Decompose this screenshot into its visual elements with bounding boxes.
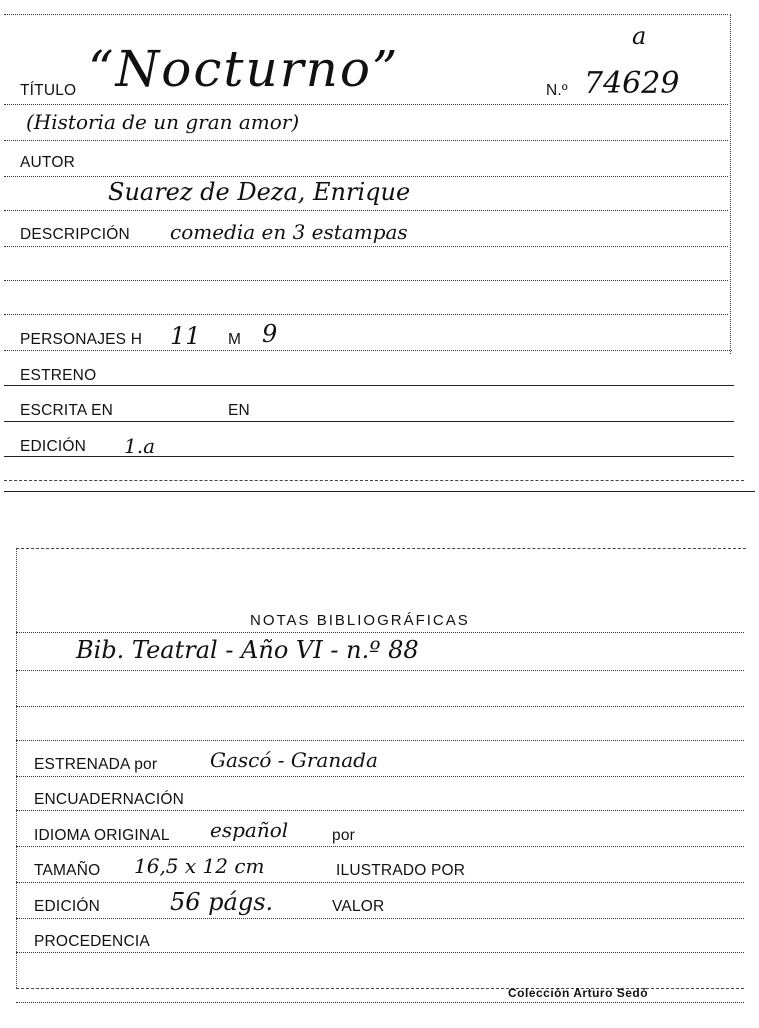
titulo-label: TÍTULO	[20, 82, 77, 99]
numero-suffix: a	[632, 22, 647, 50]
escrita-en-label: ESCRITA EN	[20, 402, 114, 419]
edicion-label: EDICIÓN	[20, 438, 86, 455]
personajes-m-label: M	[228, 331, 242, 348]
encuadernacion-label: ENCUADERNACIÓN	[34, 791, 185, 808]
numero-value: 74629	[584, 66, 680, 101]
en-label: EN	[228, 402, 250, 419]
estrenada-label: ESTRENADA por	[34, 756, 158, 773]
valor-label: VALOR	[332, 898, 385, 915]
estreno-label: ESTRENO	[20, 367, 97, 384]
personajes-label: PERSONAJES H	[20, 331, 143, 348]
personajes-m-value: 9	[262, 320, 278, 348]
notas-heading: NOTAS BIBLIOGRÁFICAS	[250, 612, 470, 629]
notas-value: Bib. Teatral - Año VI - n.º 88	[76, 636, 419, 664]
descripcion-label: DESCRIPCIÓN	[20, 226, 130, 243]
procedencia-label: PROCEDENCIA	[34, 933, 150, 950]
autor-value: Suarez de Deza, Enrique	[108, 178, 411, 206]
edicion-value: 1.a	[124, 434, 156, 458]
descripcion-value: comedia en 3 estampas	[170, 220, 408, 244]
estrenada-value: Gascó - Granada	[210, 748, 378, 772]
subtitulo-value: (Historia de un gran amor)	[26, 110, 300, 134]
ilustrado-label: ILUSTRADO POR	[336, 862, 466, 879]
idioma-label: IDIOMA ORIGINAL	[34, 827, 170, 844]
idioma-por-label: por	[332, 827, 356, 844]
edicion-value: 56 págs.	[170, 888, 274, 916]
titulo-value: “Nocturno”	[88, 40, 400, 98]
catalog-card-top	[4, 0, 755, 492]
personajes-h-value: 11	[170, 322, 201, 350]
edicion-label: EDICIÓN	[34, 898, 100, 915]
idioma-value: español	[210, 818, 289, 842]
tamano-value: 16,5 x 12 cm	[134, 854, 265, 878]
collection-footer: Colección Arturo Sedó	[508, 986, 649, 1000]
numero-label: N.º	[546, 82, 568, 99]
catalog-card-bottom	[4, 540, 755, 1020]
autor-label: AUTOR	[20, 154, 75, 171]
tamano-label: TAMAÑO	[34, 862, 101, 879]
